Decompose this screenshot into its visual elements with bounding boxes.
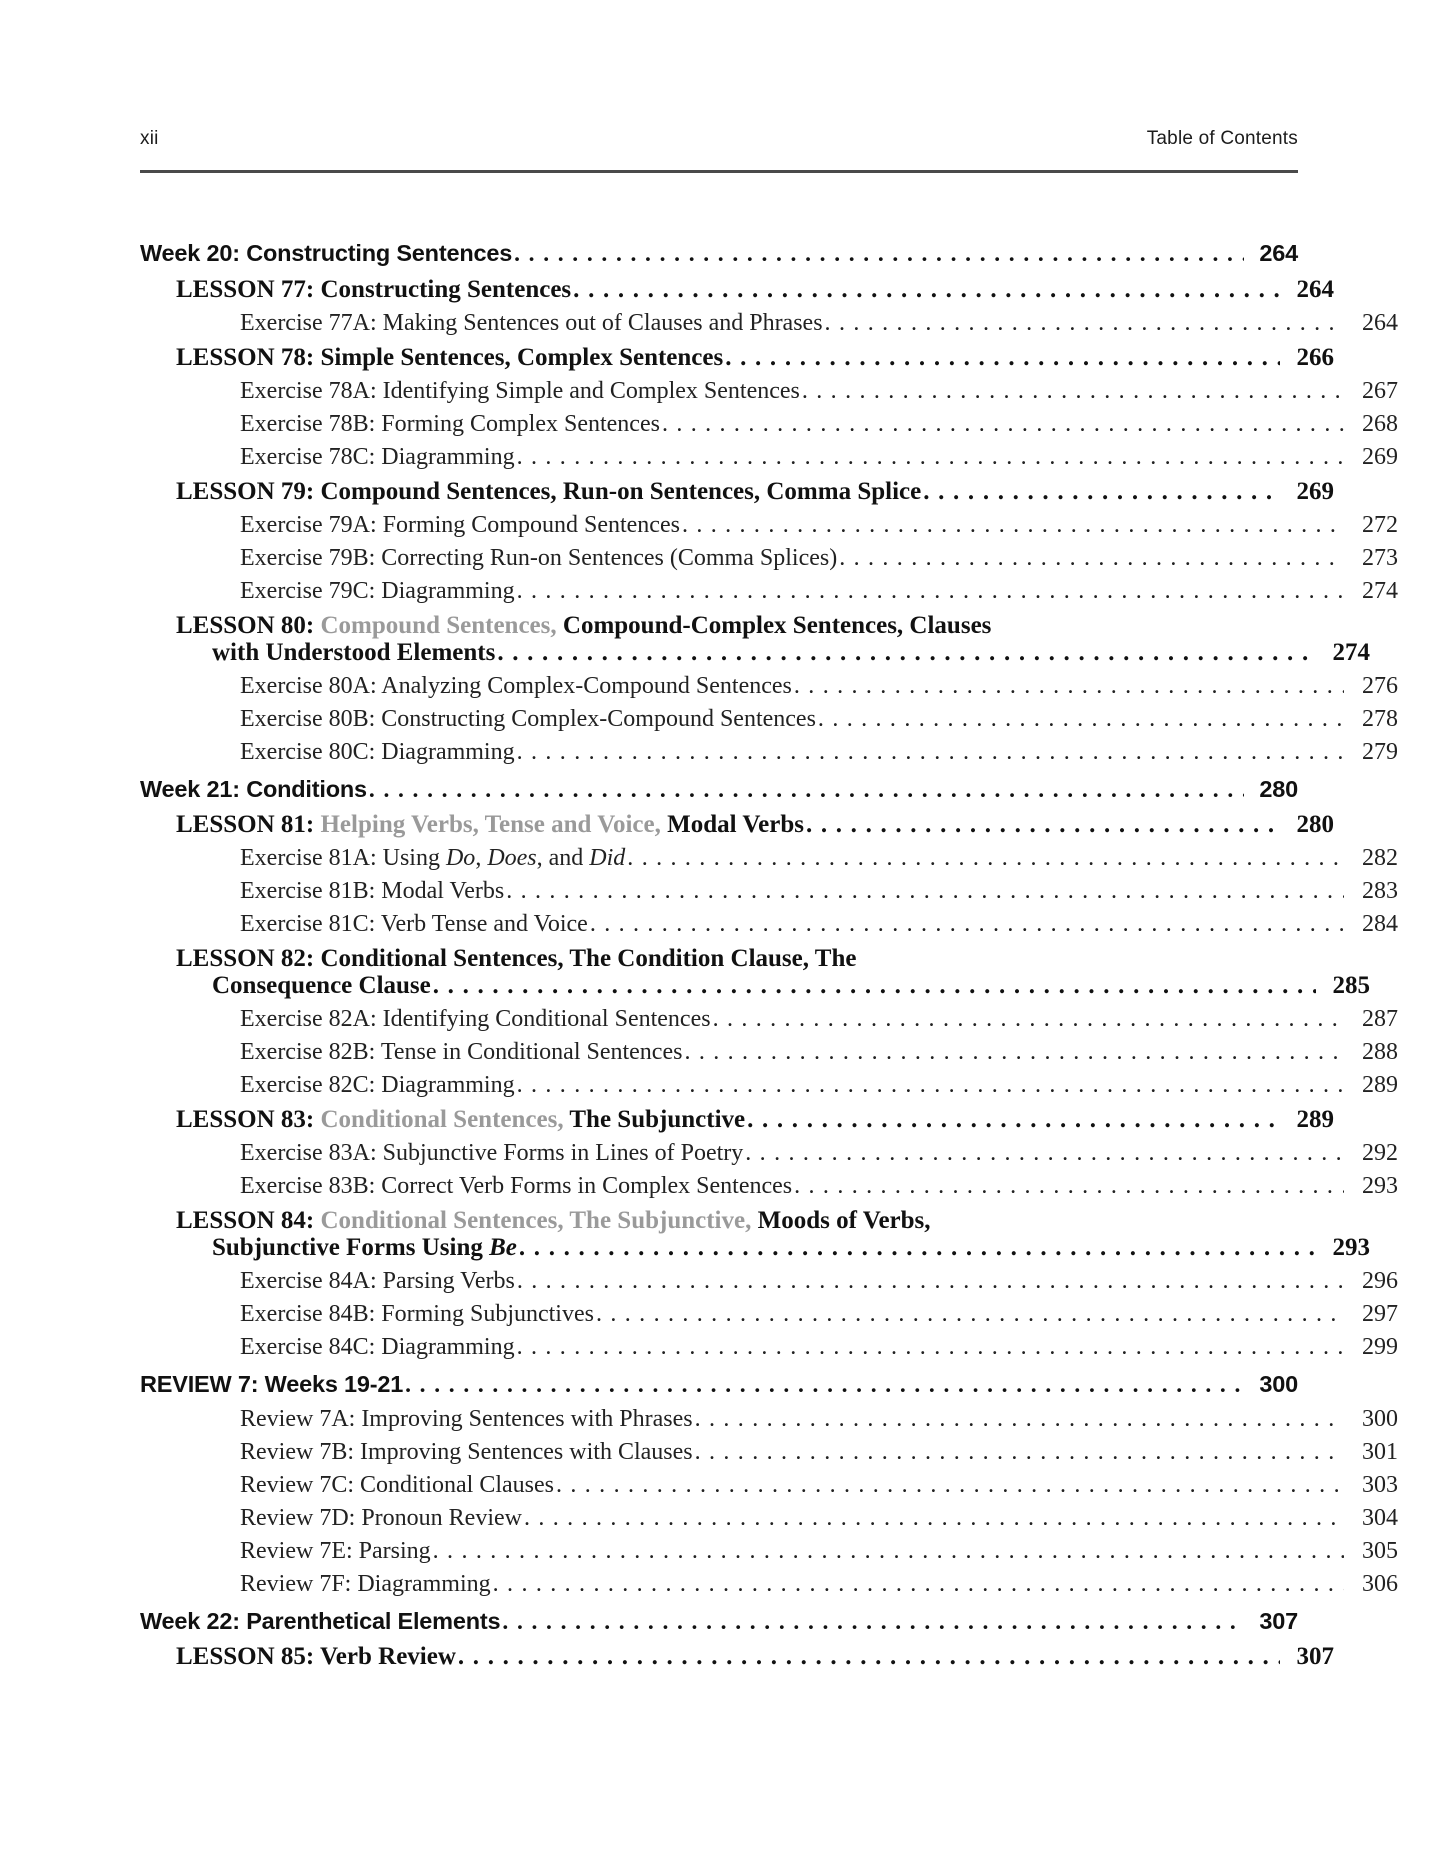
toc-entry-label: REVIEW 7: Weeks 19-21 [140, 1371, 404, 1397]
toc-entry-lesson-continuation[interactable] [140, 640, 1370, 665]
leader-dots [725, 345, 1280, 370]
previous-topics-text: Conditional Sentences, [320, 1106, 564, 1133]
toc-entry-week[interactable] [140, 1373, 1298, 1398]
leader-dots [556, 1473, 1344, 1497]
page-number: 304 [1362, 1504, 1398, 1531]
leader-dots [517, 1073, 1344, 1097]
leader-dots [794, 1174, 1344, 1198]
page-number: 300 [1362, 1405, 1398, 1432]
leader-dots [794, 674, 1344, 698]
previous-topics-text: Helping Verbs, Tense and Voice, [320, 811, 661, 838]
toc-entry-label: Exercise 81B: Modal Verbs [240, 878, 505, 904]
toc-entry-label: LESSON 79: Compound Sentences, Run-on Sentences, Comma Splice [176, 477, 922, 505]
page-number: 303 [1362, 1471, 1398, 1498]
toc-entry-lesson-continuation[interactable] [140, 973, 1370, 998]
toc-entry-label: Exercise 82B: Tense in Conditional Sentences [240, 1039, 683, 1065]
toc-entry-label: Exercise 83A: Subjunctive Forms in Lines of Poetry [240, 1140, 744, 1166]
toc-entry-label: Week 21: Conditions [140, 775, 367, 802]
toc-entry-label: Review 7E: Parsing [240, 1537, 431, 1564]
leader-dots [923, 479, 1280, 504]
toc-entry-exercise[interactable] [140, 546, 1398, 570]
toc-entry-label: Week 22: Parenthetical Elements [140, 1607, 501, 1634]
leader-dots [502, 1610, 1244, 1635]
leader-dots [818, 707, 1344, 731]
toc-entry-label: LESSON 84: Conditional Sentences, The Subjunctive, Moods of Verbs, [176, 1207, 931, 1234]
toc-entry-exercise[interactable] [140, 579, 1398, 603]
toc-entry-label: Review 7B: Improving Sentences with Clauses [240, 1438, 693, 1465]
toc-entry-exercise[interactable] [140, 379, 1398, 403]
page-number: 307 [1259, 1607, 1298, 1634]
toc-entry-lesson[interactable] [140, 946, 1334, 971]
page-number: 273 [1362, 544, 1398, 571]
toc-entry-label: Week 20: Constructing Sentences [140, 240, 513, 266]
leader-dots [506, 879, 1344, 903]
page-number: 264 [1259, 240, 1298, 266]
toc-entry-label: Exercise 82A: Identifying Conditional Sentences [240, 1006, 711, 1032]
leader-dots [517, 445, 1344, 469]
toc-entry-label: Exercise 80A: Analyzing Complex-Compound Sentences [240, 672, 792, 699]
leader-dots [517, 740, 1344, 764]
leader-dots [519, 1235, 1316, 1260]
toc-entry-exercise[interactable] [140, 1040, 1398, 1064]
toc-entry-lesson[interactable] [140, 1208, 1334, 1233]
toc-entry-label: Review 7D: Pronoun Review [240, 1504, 522, 1531]
toc-entry-week[interactable] [140, 1607, 1298, 1635]
leader-dots [433, 1539, 1344, 1563]
page-number: 288 [1362, 1039, 1398, 1065]
toc-entry-exercise[interactable] [140, 1007, 1398, 1031]
toc-entry-exercise[interactable] [140, 513, 1398, 537]
leader-dots [514, 242, 1244, 267]
leader-dots [627, 846, 1344, 870]
page-number: 274 [1332, 638, 1370, 666]
leader-dots [590, 912, 1344, 936]
page-number: 299 [1362, 1334, 1398, 1360]
toc-entry-label: Exercise 83B: Correct Verb Forms in Complex Sentences [240, 1173, 793, 1199]
toc-entry-exercise[interactable] [140, 674, 1398, 698]
page-number: 269 [1296, 477, 1334, 505]
page-number: 285 [1332, 972, 1370, 999]
toc-entry-label: Exercise 79B: Correcting Run-on Sentences (Comma Splices) [240, 544, 838, 571]
previous-topics-text: Compound Sentences, [320, 611, 557, 639]
toc-entry-label: Review 7F: Diagramming [240, 1570, 491, 1597]
toc-entry-lesson-continuation[interactable] [140, 1235, 1370, 1260]
toc-entry-exercise[interactable] [140, 1539, 1398, 1563]
toc-entry-label: LESSON 83: Conditional Sentences, The Subjunctive [176, 1106, 746, 1133]
leader-dots [695, 1407, 1344, 1431]
toc-entry-label: LESSON 81: Helping Verbs, Tense and Voice, Modal Verbs [176, 811, 804, 838]
toc-entry-label: Exercise 82C: Diagramming [240, 1072, 515, 1098]
toc-entry-label: Exercise 79A: Forming Compound Sentences [240, 511, 680, 538]
page-number: 267 [1362, 377, 1398, 404]
toc-entry-lesson[interactable] [140, 345, 1334, 370]
leader-dots [747, 1107, 1280, 1132]
leader-dots [405, 1373, 1244, 1398]
leader-dots [682, 513, 1344, 537]
page-number: 300 [1259, 1371, 1298, 1397]
page-number: 279 [1362, 738, 1398, 765]
italic-term: Do [445, 845, 476, 871]
page-number: 297 [1362, 1301, 1398, 1327]
leader-dots [433, 973, 1316, 998]
toc-entry-label: Review 7C: Conditional Clauses [240, 1471, 554, 1498]
page-number: 264 [1296, 275, 1334, 303]
page-number: 282 [1362, 845, 1398, 871]
toc-entry-label: Exercise 78C: Diagramming [240, 443, 515, 470]
toc-entry-week[interactable] [140, 775, 1298, 803]
toc-entry-label: Consequence Clause [212, 972, 431, 999]
page-number: 301 [1362, 1438, 1398, 1465]
toc-entry-exercise[interactable] [140, 1407, 1398, 1431]
toc-entry-label: LESSON 82: Conditional Sentences, The Condition Clause, The [176, 945, 857, 972]
leader-dots [517, 1335, 1344, 1359]
page-number: 283 [1362, 878, 1398, 904]
leader-dots [524, 1506, 1344, 1530]
toc-entry-exercise[interactable] [140, 1572, 1398, 1596]
toc-entry-lesson[interactable] [140, 613, 1334, 638]
toc-entry-exercise[interactable] [140, 879, 1398, 903]
toc-entry-exercise[interactable] [140, 707, 1398, 731]
toc-entry-week[interactable] [140, 242, 1298, 267]
toc-entry-exercise[interactable] [140, 740, 1398, 764]
page-number: 306 [1362, 1570, 1398, 1597]
page-number: 272 [1362, 511, 1398, 538]
leader-dots [802, 379, 1344, 403]
page-number: 264 [1362, 309, 1398, 336]
page-number: 269 [1362, 443, 1398, 470]
page-number: 268 [1362, 410, 1398, 437]
toc-entry-label: Exercise 80B: Constructing Complex-Compound Sentences [240, 705, 816, 732]
leader-dots [458, 1644, 1280, 1669]
leader-dots [497, 640, 1316, 665]
toc-entry-exercise[interactable] [140, 1473, 1398, 1497]
leader-dots [517, 579, 1344, 603]
page-number: 289 [1296, 1106, 1334, 1133]
leader-dots [493, 1572, 1344, 1596]
page-number: 289 [1362, 1072, 1398, 1098]
toc-entry-label: Exercise 78B: Forming Complex Sentences [240, 410, 660, 437]
toc-entry-label: LESSON 78: Simple Sentences, Complex Sentences [176, 343, 724, 371]
toc-entry-label: Exercise 81A: Using Do, Does, and Did [240, 845, 626, 871]
running-head-title: Table of Contents [1146, 128, 1298, 149]
toc-entry-lesson[interactable] [140, 277, 1334, 302]
toc-entry-list [140, 228, 1398, 1670]
leader-dots [517, 1269, 1344, 1293]
toc-entry-exercise[interactable] [140, 412, 1398, 436]
toc-entry-exercise[interactable] [140, 1506, 1398, 1530]
italic-term: Did [589, 845, 626, 871]
toc-entry-exercise[interactable] [140, 311, 1398, 335]
page-number: 266 [1296, 343, 1334, 371]
toc-entry-label: Exercise 84C: Diagramming [240, 1334, 515, 1360]
toc-entry-label: Review 7A: Improving Sentences with Phrases [240, 1405, 693, 1432]
page-number: 280 [1296, 811, 1334, 838]
toc-entry-label: LESSON 85: Verb Review [176, 1643, 456, 1670]
toc-entry-exercise[interactable] [140, 1440, 1398, 1464]
toc-entry-exercise[interactable] [140, 1141, 1398, 1165]
toc-entry-label: Exercise 79C: Diagramming [240, 577, 515, 604]
leader-dots [573, 277, 1280, 302]
page-number: 284 [1362, 911, 1398, 937]
toc-entry-label: Exercise 77A: Making Sentences out of Clauses and Phrases [240, 309, 823, 336]
italic-term: Be [489, 1234, 517, 1261]
toc-entry-lesson[interactable] [140, 1644, 1334, 1669]
running-head [140, 128, 1298, 150]
toc-entry-label: Subjunctive Forms Using Be [212, 1234, 517, 1261]
page-number: 307 [1296, 1643, 1334, 1670]
toc-entry-lesson[interactable] [140, 812, 1334, 837]
leader-dots [596, 1302, 1344, 1326]
toc-entry-exercise[interactable] [140, 1269, 1398, 1293]
leader-dots [695, 1440, 1344, 1464]
page-number: 278 [1362, 705, 1398, 732]
page-number: 287 [1362, 1006, 1398, 1032]
leader-dots [684, 1040, 1344, 1064]
toc-entry-lesson[interactable] [140, 1107, 1334, 1132]
toc-entry-label: with Understood Elements [212, 638, 496, 666]
toc-entry-exercise[interactable] [140, 1174, 1398, 1198]
leader-dots [745, 1141, 1344, 1165]
toc-entry-label: Exercise 84A: Parsing Verbs [240, 1268, 515, 1294]
header-rule [140, 170, 1298, 173]
page-number: 305 [1362, 1537, 1398, 1564]
leader-dots [369, 778, 1244, 803]
page-number: 296 [1362, 1268, 1398, 1294]
toc-entry-exercise[interactable] [140, 1302, 1398, 1326]
leader-dots [662, 412, 1344, 436]
toc-entry-exercise[interactable] [140, 1335, 1398, 1359]
leader-dots [839, 546, 1344, 570]
toc-entry-label: Exercise 78A: Identifying Simple and Complex Sentences [240, 377, 800, 404]
italic-term: Does [487, 845, 537, 871]
toc-entry-label: LESSON 80: Compound Sentences, Compound-Complex Sentences, Clauses [176, 611, 992, 639]
toc-entry-label: LESSON 77: Constructing Sentences [176, 275, 572, 303]
page-number: 280 [1259, 775, 1298, 802]
page-folio: xii [140, 128, 159, 149]
toc-entry-exercise[interactable] [140, 445, 1398, 469]
toc-entry-label: Exercise 84B: Forming Subjunctives [240, 1301, 594, 1327]
toc-entry-exercise[interactable] [140, 846, 1398, 870]
leader-dots [713, 1007, 1344, 1031]
leader-dots [825, 311, 1344, 335]
toc-entry-lesson[interactable] [140, 479, 1334, 504]
page-number: 292 [1362, 1140, 1398, 1166]
previous-topics-text: Conditional Sentences, The Subjunctive, [320, 1207, 752, 1234]
page-number: 293 [1332, 1234, 1370, 1261]
leader-dots [806, 812, 1280, 837]
toc-entry-exercise[interactable] [140, 1073, 1398, 1097]
page-number: 293 [1362, 1173, 1398, 1199]
toc-entry-exercise[interactable] [140, 912, 1398, 936]
page-number: 274 [1362, 577, 1398, 604]
toc-entry-label: Exercise 81C: Verb Tense and Voice [240, 911, 588, 937]
page-number: 276 [1362, 672, 1398, 699]
toc-entry-label: Exercise 80C: Diagramming [240, 738, 515, 765]
